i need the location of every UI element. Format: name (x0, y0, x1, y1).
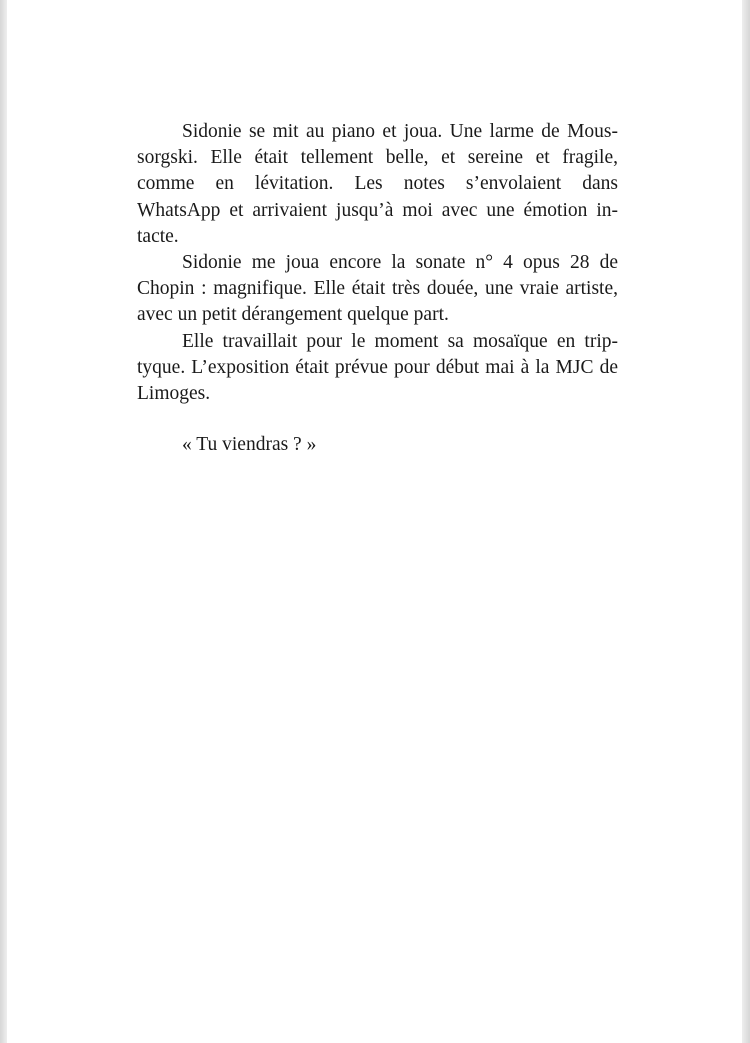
text-line: comme en lévitation. Les notes s’envolaient dans (137, 173, 618, 195)
text-line: Limoges. (137, 383, 211, 405)
text-line: Sidonie se mit au piano et joua. Une larme de Mous- (182, 121, 618, 142)
book-page (137, 119, 618, 458)
text-line: avec un petit dérangement quelque part. (137, 304, 449, 326)
text-line: sorgski. Elle était tellement belle, et sereine et fragile, (137, 147, 618, 169)
paragraph-spacer (137, 407, 618, 432)
text-line: « Tu viendras ? » (182, 434, 317, 456)
paragraph-3 (137, 329, 618, 408)
paragraph-1 (137, 119, 618, 250)
text-line: Sidonie me joua encore la sonate n° 4 opus 28 de (182, 252, 618, 274)
text-line: WhatsApp et arrivaient jusqu’à moi avec une émotion in- (137, 199, 618, 221)
text-line: tacte. (137, 225, 179, 247)
dialogue-line (137, 432, 618, 458)
text-line: Chopin : magnifique. Elle était très douée, une vraie artiste, (137, 278, 618, 300)
text-line: tyque. L’exposition était prévue pour début mai à la MJC de (137, 356, 618, 378)
page-edge-shadow-left (0, 0, 7, 1043)
page-edge-shadow-right (742, 0, 750, 1043)
text-line: Elle travaillait pour le moment sa mosaïque en trip- (182, 330, 618, 352)
paragraph-2 (137, 250, 618, 329)
